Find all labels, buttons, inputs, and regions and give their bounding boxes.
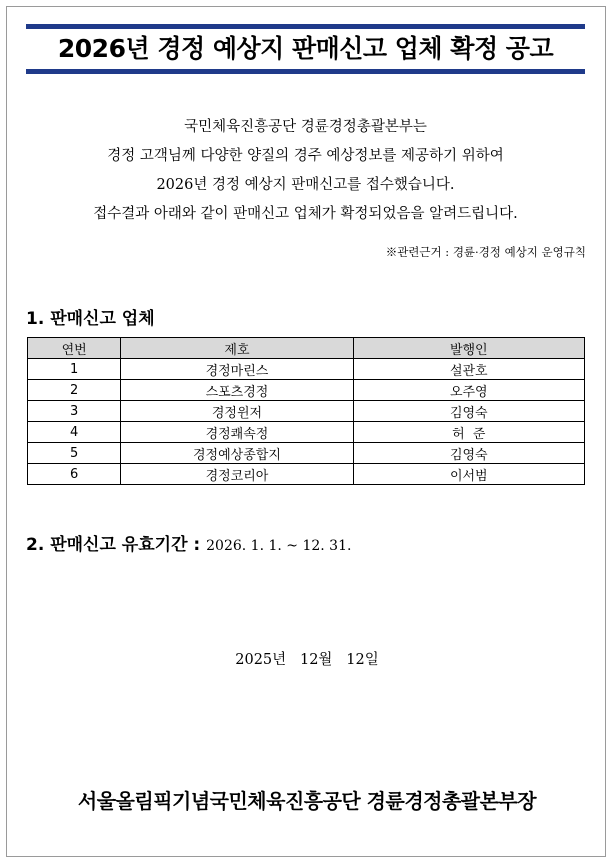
cell-publisher: 오주영 — [353, 380, 584, 401]
intro-line-3: 2026년 경정 예상지 판매신고를 접수했습니다. — [156, 177, 455, 193]
vendor-table — [27, 337, 585, 485]
cell-publisher: 설관호 — [353, 359, 584, 380]
cell-publisher: 허 준 — [353, 422, 584, 443]
table-row — [28, 380, 585, 401]
table-row — [28, 422, 585, 443]
cell-number: 4 — [28, 422, 121, 443]
intro-line-4: 접수결과 아래와 같이 판매신고 업체가 확정되었음을 알려드립니다. — [93, 206, 518, 222]
page-title: 2026년 경정 예상지 판매신고 업체 확정 공고 — [57, 34, 554, 63]
cell-title: 경정예상종합지 — [121, 443, 353, 464]
cell-number: 5 — [28, 443, 121, 464]
table-header-row — [28, 338, 585, 359]
cell-title: 경정코리아 — [121, 464, 353, 485]
cell-publisher: 김영숙 — [353, 443, 584, 464]
cell-number: 3 — [28, 401, 121, 422]
cell-title: 스포츠경정 — [121, 380, 353, 401]
intro-line-1: 국민체육진흥공단 경륜경정총괄본부는 — [184, 119, 427, 135]
title-top-rule — [26, 24, 585, 29]
issuer-name: 서울올림픽기념국민체육진흥공단 경륜경정총괄본부장 — [77, 789, 537, 813]
cell-number: 1 — [28, 359, 121, 380]
table-row — [28, 443, 585, 464]
cell-publisher: 이서범 — [353, 464, 584, 485]
section-2-heading-label: 2. 판매신고 유효기간 : — [26, 535, 201, 555]
intro-paragraph — [26, 113, 585, 229]
column-header-number: 연번 — [28, 338, 121, 359]
legal-reference: ※관련근거 : 경륜·경정 예상지 운영규칙 — [385, 245, 586, 259]
title-bottom-rule — [26, 69, 585, 74]
cell-title: 경정쾌속정 — [121, 422, 353, 443]
cell-title: 경정마린스 — [121, 359, 353, 380]
validity-period: 2026. 1. 1. ~ 12. 31. — [206, 538, 352, 554]
section-1-heading: 1. 판매신고 업체 — [26, 309, 155, 329]
cell-number: 2 — [28, 380, 121, 401]
cell-publisher: 김영숙 — [353, 401, 584, 422]
cell-number: 6 — [28, 464, 121, 485]
intro-line-2: 경정 고객님께 다양한 양질의 경주 예상정보를 제공하기 위하여 — [107, 148, 504, 164]
column-header-title: 제호 — [121, 338, 353, 359]
table-row — [28, 464, 585, 485]
column-header-publisher: 발행인 — [353, 338, 584, 359]
section-2-heading — [26, 530, 351, 555]
table-row — [28, 359, 585, 380]
cell-title: 경정윈저 — [121, 401, 353, 422]
announcement-date: 2025년 12월 12일 — [235, 652, 379, 668]
title-banner — [26, 24, 585, 74]
table-row — [28, 401, 585, 422]
